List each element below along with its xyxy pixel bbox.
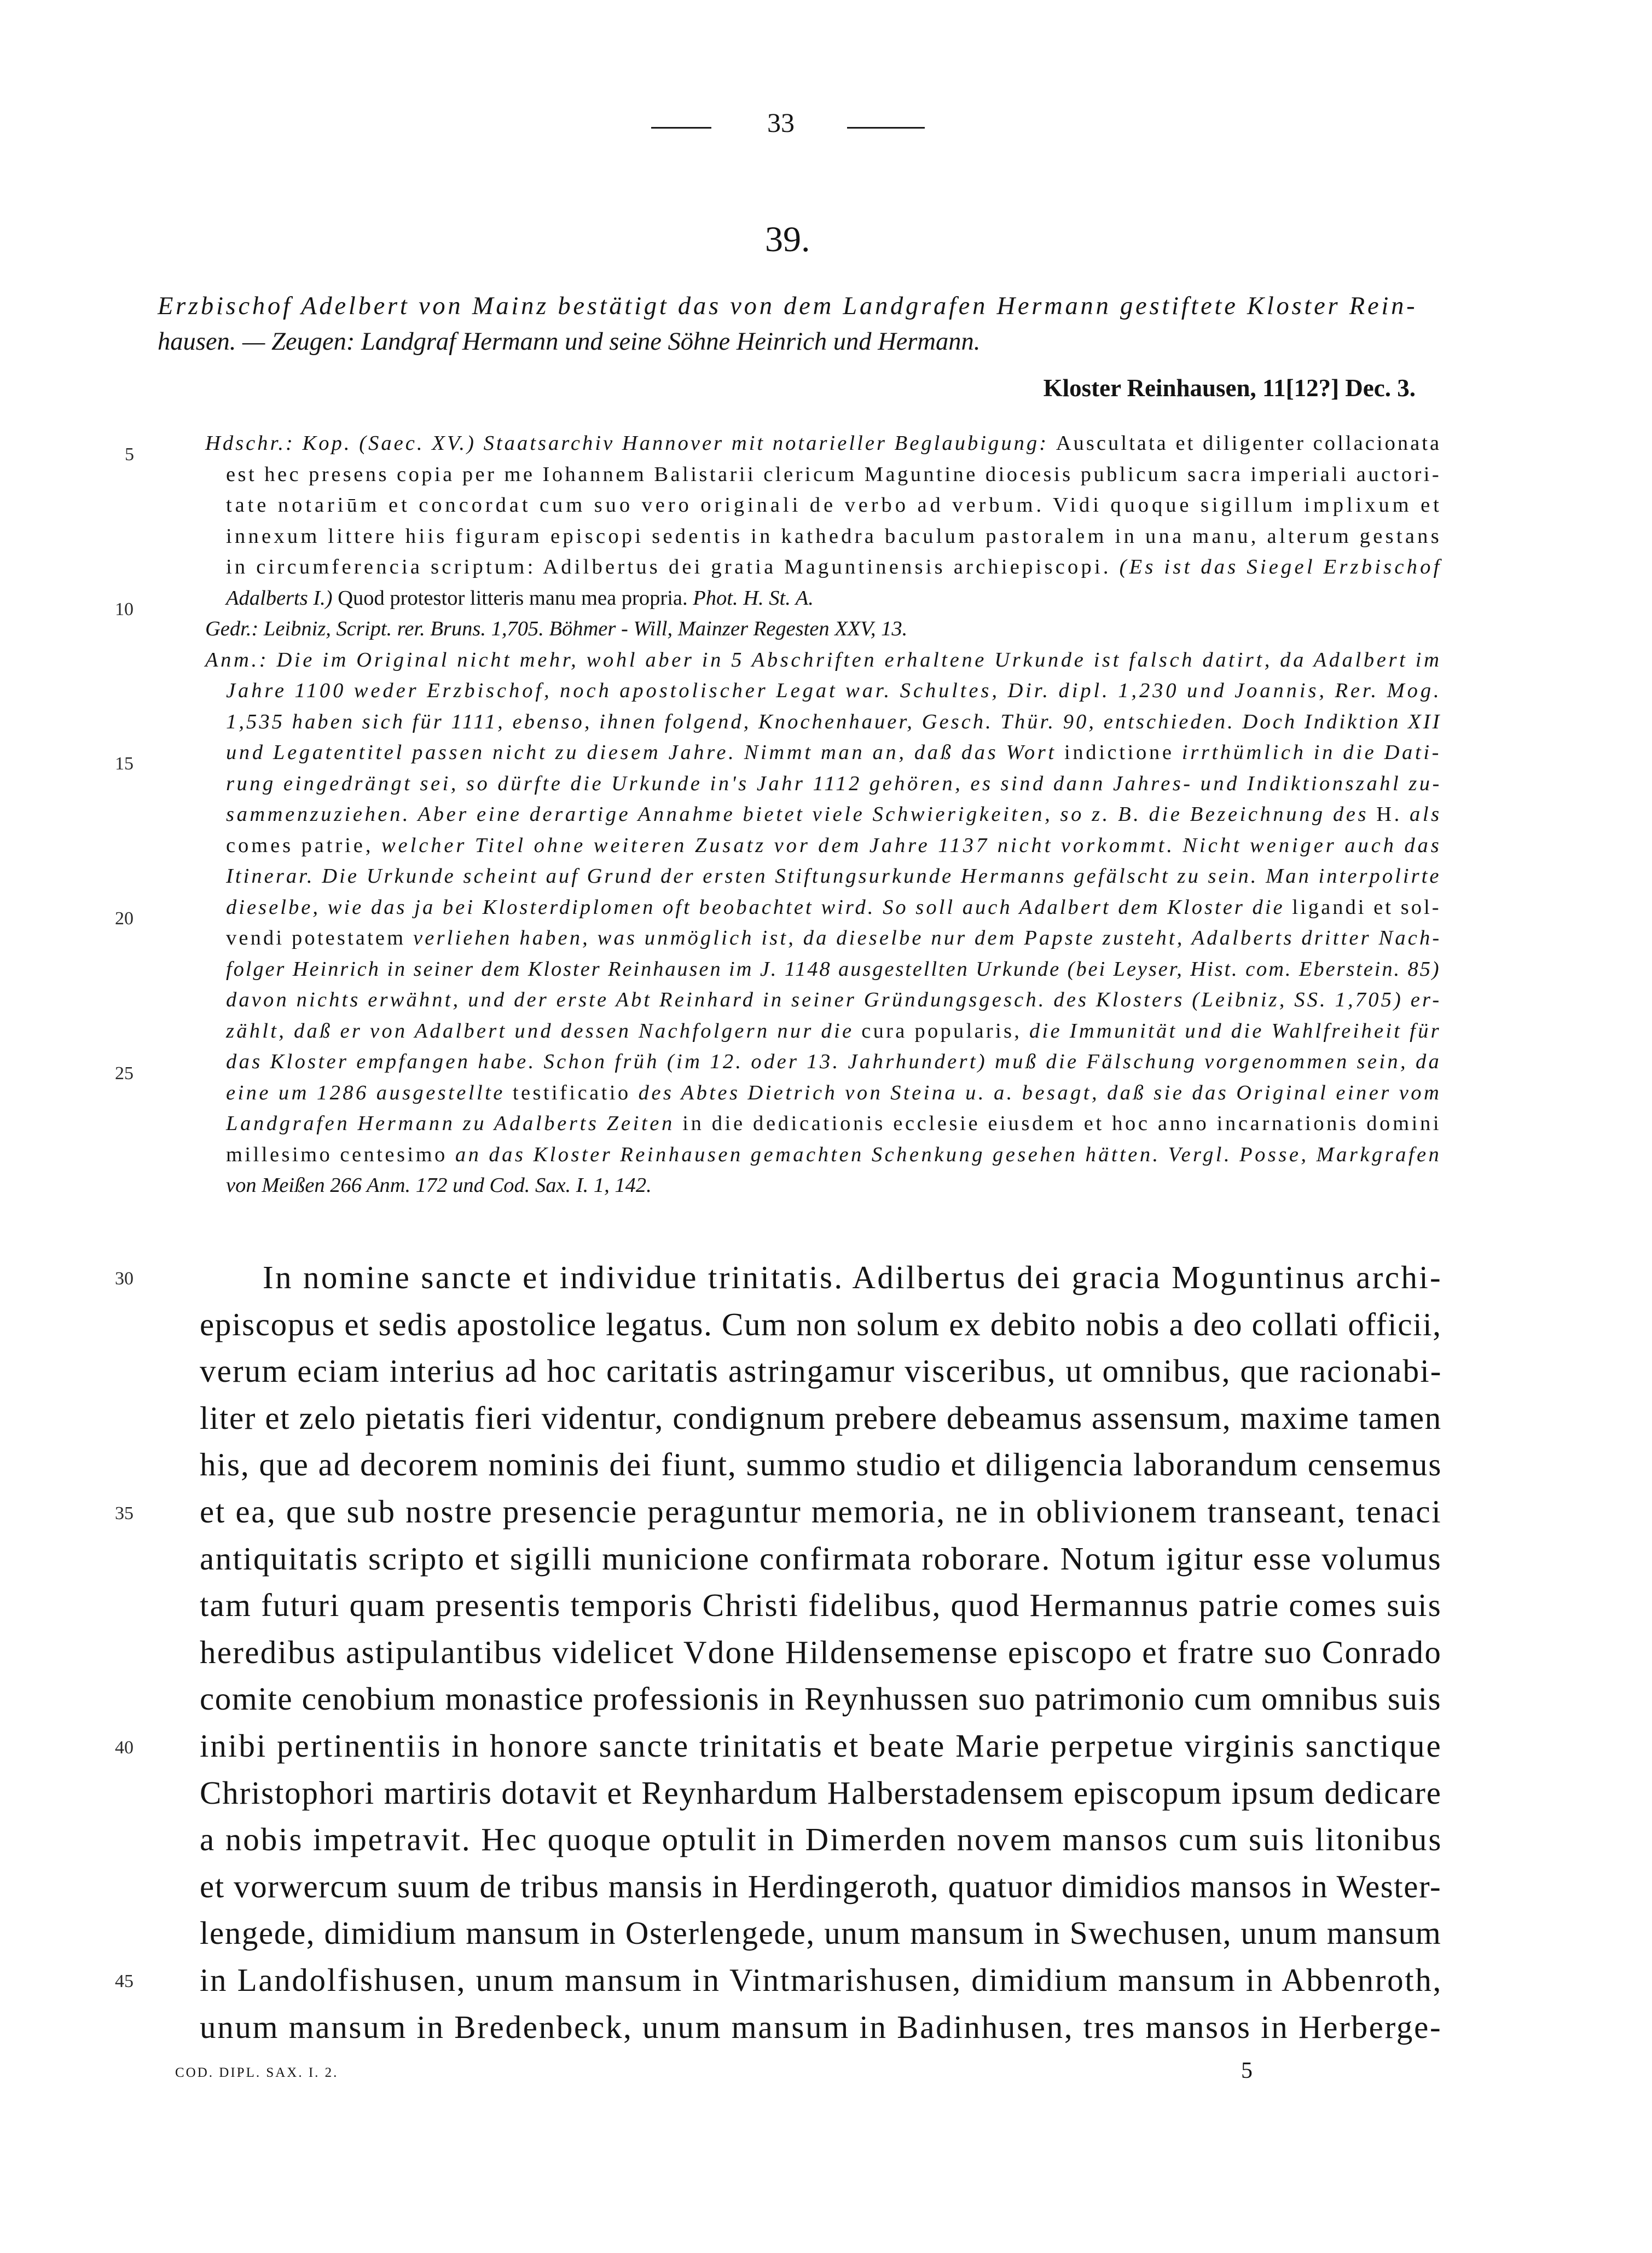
apparatus-segment: indictione	[1064, 741, 1182, 764]
apparatus-line	[226, 864, 1441, 888]
apparatus-segment: Quod protestor litteris manu mea propria.	[338, 586, 693, 610]
apparatus-segment: tate notariūm et concordat cum suo vero originali de verbo ad verbum. Vidi quoque sigillum implixum et	[226, 494, 1442, 517]
apparatus-segment: Phot. H. St. A.	[693, 586, 814, 610]
body-line: tam futuri quam presentis temporis Christi fidelibus, quod Hermannus patrie comes suis	[200, 1587, 1442, 1624]
apparatus-segment: ligandi et sol-	[1292, 895, 1441, 919]
apparatus-line	[226, 710, 1441, 734]
body-line: comite cenobium monastice professionis in Reynhussen suo patrimonio cum omnibus suis	[200, 1681, 1442, 1717]
apparatus-line	[226, 833, 1442, 858]
body-line: a nobis impetravit. Hec quoque optulit in Dimerden novem mansos cum suis litonibus	[200, 1821, 1443, 1858]
apparatus-segment: testificatio	[512, 1081, 639, 1104]
apparatus-segment: est hec presens copia per me Iohannem Balistarii clericum Maguntine diocesis publicum sacra imperiali auctori-	[226, 462, 1442, 486]
apparatus-line	[226, 555, 1442, 579]
body-line: et ea, que sub nostre presencie peraguntur memoria, ne in oblivionem transeant, tenaci	[200, 1493, 1442, 1530]
apparatus-line	[226, 586, 814, 610]
line-number: 20	[115, 908, 134, 929]
apparatus-line	[226, 1019, 1441, 1043]
line-number: 35	[115, 1503, 134, 1524]
apparatus-segment: Jahre 1100 weder Erzbischof, noch apostolischer Legat war. Schultes, Dir. dipl. 1,230 und Joannis, Rer. Mog.	[226, 679, 1442, 702]
body-line: unum mansum in Bredenbeck, unum mansum in Badinhusen, tres mansos in Herberge-	[200, 2008, 1442, 2045]
apparatus-segment: cura popularis,	[861, 1019, 1029, 1042]
body-line: antiquitatis scripto et sigilli municione confirmata roborare. Notum igitur esse volumus	[200, 1540, 1442, 1577]
body-line: et vorwercum suum de tribus mansis in Herdingeroth, quatuor dimidios mansos in Wester-	[200, 1868, 1442, 1904]
apparatus-segment: welcher Titel ohne weiteren Zusatz vor dem Jahre 1137 nicht vorkommt. Nicht weniger auch das	[381, 833, 1442, 857]
apparatus-segment: die Immunität und die Wahlfreiheit für	[1029, 1019, 1441, 1042]
apparatus-segment: irrthümlich in die Dati-	[1181, 741, 1442, 764]
body-line: inibi pertinentiis in honore sancte trinitatis et beate Marie perpetue virginis sanctique	[200, 1728, 1442, 1764]
apparatus-segment: Hdschr.: Kop. (Saec. XV.) Staatsarchiv Hannover mit notarieller Beglaubigung:	[205, 432, 1056, 455]
apparatus-segment: Auscultata et diligenter collacionata	[1056, 432, 1442, 455]
apparatus-line	[226, 679, 1442, 703]
apparatus-line	[226, 926, 1441, 950]
apparatus-line	[205, 431, 1441, 455]
signature-mark: 5	[1241, 2058, 1253, 2083]
body-line: his, que ad decorem nominis dei fiunt, summo studio et diligencia laborandum censemus	[200, 1446, 1442, 1483]
body-line: lengede, dimidium mansum in Osterlengede, unum mansum in Swechusen, unum mansum	[200, 1915, 1442, 1951]
regest-line: hausen. — Zeugen: Landgraf Hermann und seine Söhne Heinrich und Hermann.	[158, 328, 981, 356]
apparatus-segment: an das Kloster Reinhausen gemachten Schenkung gesehen hätten. Vergl. Posse, Markgrafen	[455, 1143, 1442, 1166]
apparatus-segment: eine um 1286 ausgestellte	[226, 1081, 513, 1104]
apparatus-segment: verliehen haben, was unmöglich ist, da dieselbe nur dem Papste zusteht, Adalberts dritter Nach-	[413, 926, 1442, 949]
line-number: 25	[115, 1063, 134, 1084]
apparatus-segment: Gedr.: Leibniz, Script. rer. Bruns. 1,705. Böhmer - Will, Mainzer Regesten XXV, 13.	[205, 617, 908, 640]
apparatus-line	[226, 895, 1441, 919]
body-line: liter et zelo pietatis fieri videntur, condignum prebere debeamus assensum, maxime tamen	[200, 1399, 1442, 1436]
body-line: In nomine sancte et individue trinitatis. Adilbertus dei gracia Moguntinus archi-	[263, 1259, 1443, 1295]
apparatus-segment: von Meißen 266 Anm. 172 und Cod. Sax. I. 1, 142.	[226, 1174, 652, 1197]
apparatus-segment: in circumferencia scriptum: Adilbertus dei gratia Maguntinensis archiepiscopi.	[226, 555, 1120, 578]
apparatus-line	[205, 648, 1442, 672]
apparatus-line	[226, 802, 1442, 826]
document-number: 39.	[765, 219, 810, 259]
line-number: 10	[115, 599, 134, 619]
apparatus-line	[226, 988, 1441, 1012]
apparatus-line	[226, 1111, 1441, 1136]
apparatus-segment: das Kloster empfangen habe. Schon früh (im 12. oder 13. Jahrhundert) muß die Fälschung vorgenommen sein, da	[226, 1050, 1442, 1073]
header-rule-right	[847, 127, 925, 129]
body-line: Christophori martiris dotavit et Reynhardum Halberstadensem episcopum ipsum dedicare	[200, 1774, 1442, 1811]
apparatus-segment: Anm.: Die im Original nicht mehr, wohl aber in 5 Abschriften erhaltene Urkunde ist falsch datirt, da Adalbert im	[205, 648, 1442, 671]
apparatus-segment: (Es ist das Siegel Erzbischof	[1119, 555, 1442, 578]
line-number: 45	[115, 1971, 134, 1991]
apparatus-segment: dieselbe, wie das ja bei Klosterdiplomen oft beobachtet wird. So soll auch Adalbert dem Kloster die	[226, 895, 1292, 919]
body-line: episcopus et sedis apostolice legatus. Cum non solum ex debito nobis a deo collati officii,	[200, 1306, 1442, 1342]
line-number: 40	[115, 1737, 134, 1758]
apparatus-segment: innexum littere hiis figuram episcopi sedentis in kathedra baculum pastoralem in una manu, alterum gestans	[226, 524, 1442, 548]
apparatus-line	[226, 957, 1441, 981]
apparatus-segment: Itinerar. Die Urkunde scheint auf Grund der ersten Stiftungsurkunde Hermanns gefälscht zu sein. Man interpolirte	[226, 865, 1441, 888]
apparatus-line	[226, 462, 1441, 486]
body-line: heredibus astipulantibus videlicet Vdone Hildensemense episcopo et fratre suo Conrado	[200, 1634, 1442, 1670]
apparatus-segment: davon nichts erwähnt, und der erste Abt Reinhard in seiner Gründungsgesch. des Klosters (Leibniz, SS. 1,705) er-	[226, 988, 1442, 1011]
apparatus-segment: und Legatentitel passen nicht zu diesem Jahre. Nimmt man an, daß das Wort	[226, 741, 1065, 764]
apparatus-segment: zählt, daß er von Adalbert und dessen Nachfolgern nur die	[226, 1019, 862, 1042]
apparatus-line	[226, 493, 1442, 517]
apparatus-line	[205, 617, 907, 641]
page-number: 33	[767, 107, 795, 138]
place-date: Kloster Reinhausen, 11[12?] Dec. 3.	[1043, 374, 1416, 402]
apparatus-segment: rung eingedrängt sei, so dürfte die Urkunde in's Jahr 1112 gehören, es sind dann Jahres- und Indiktionszahl zu-	[226, 772, 1442, 795]
apparatus-segment: H.	[1376, 803, 1410, 826]
apparatus-segment: in die dedicationis ecclesie eiusdem et hoc anno incarnationis domini	[682, 1112, 1442, 1135]
regest-line: Erzbischof Adelbert von Mainz bestätigt das von dem Landgrafen Hermann gestiftete Kloster Rein-	[158, 292, 1418, 320]
apparatus-line	[226, 524, 1442, 548]
line-number: 15	[115, 754, 134, 774]
body-line: in Landolfishusen, unum mansum in Vintmarishusen, dimidium mansum in Abbenroth,	[200, 1962, 1442, 1998]
apparatus-segment: vendi potestatem	[226, 926, 414, 949]
apparatus-line	[226, 1050, 1441, 1074]
apparatus-segment: sammenzuziehen. Aber eine derartige Annahme bietet viele Schwierigkeiten, so z. B. die Bezeichnung des	[226, 803, 1377, 826]
apparatus-line	[226, 772, 1442, 796]
apparatus-segment: als	[1410, 803, 1442, 826]
apparatus-line	[226, 1143, 1441, 1167]
apparatus-segment: millesimo centesimo	[226, 1143, 455, 1166]
apparatus-segment: Landgrafen Hermann zu Adalberts Zeiten	[226, 1112, 683, 1135]
apparatus-segment: des Abtes Dietrich von Steina u. a. besagt, daß sie das Original einer vom	[638, 1081, 1442, 1104]
apparatus-segment: folger Heinrich in seiner dem Kloster Reinhausen im J. 1148 ausgestellten Urkunde (bei Leyser, Hist. com. Eberstein. 85)	[226, 957, 1441, 981]
apparatus-segment: Adalberts I.)	[226, 586, 338, 610]
apparatus-line	[226, 1081, 1441, 1105]
apparatus-segment: comes patrie,	[226, 833, 381, 857]
apparatus-line	[226, 1173, 652, 1197]
line-number: 5	[125, 444, 134, 465]
apparatus-segment: 1,535 haben sich für 1111, ebenso, ihnen folgend, Knochenhauer, Gesch. Thür. 90, entschieden. Doch Indiktion XII	[226, 710, 1442, 733]
collection-footer: COD. DIPL. SAX. I. 2.	[175, 2065, 339, 2080]
line-number: 30	[115, 1269, 134, 1289]
apparatus-line	[226, 740, 1441, 764]
body-line: verum eciam interius ad hoc caritatis astringamur visceribus, ut omnibus, que racionabi-	[200, 1353, 1442, 1389]
header-rule-left	[651, 127, 711, 129]
